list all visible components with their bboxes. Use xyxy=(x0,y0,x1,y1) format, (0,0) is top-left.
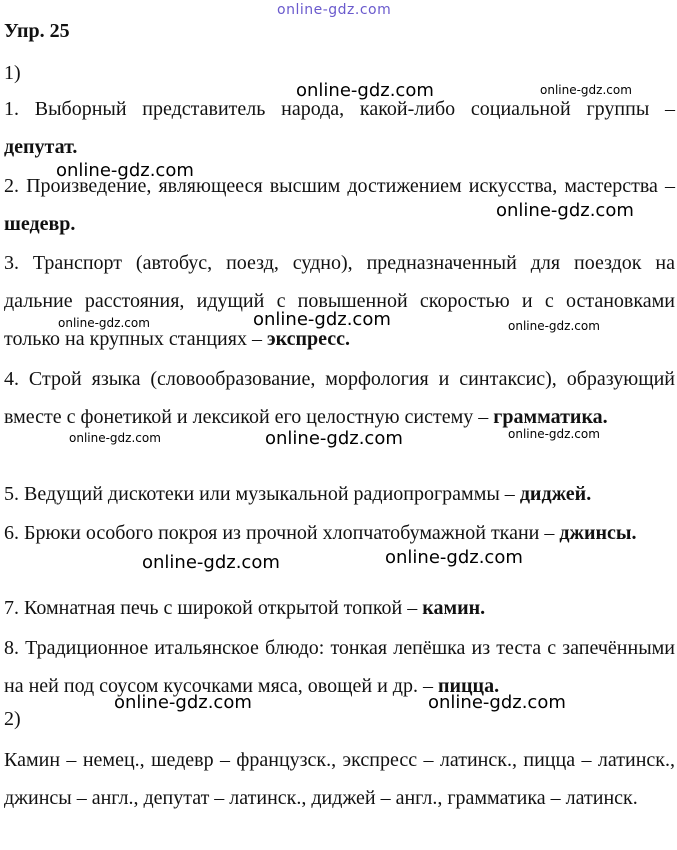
watermark: online-gdz.com xyxy=(58,316,150,330)
watermark: online-gdz.com xyxy=(496,200,634,221)
watermark: online-gdz.com xyxy=(69,431,161,445)
definition-item-4 xyxy=(4,360,675,436)
definition-item-1 xyxy=(4,90,675,166)
watermark: online-gdz.com xyxy=(385,547,523,568)
definition-text: 8. Традиционное итальянское блюдо: тонкая лепёшка из теста с запечёнными на ней под соусом кусочками мяса, овощей и др. – xyxy=(4,637,675,697)
watermark: online-gdz.com xyxy=(428,692,566,713)
definition-text: 5. Ведущий дискотеки или музыкальной радиопрограммы – xyxy=(4,483,520,505)
definition-answer: депутат. xyxy=(4,136,78,158)
definition-text: 6. Брюки особого покроя из прочной хлопчатобумажной ткани – xyxy=(4,522,560,544)
definition-answer: камин. xyxy=(422,597,486,619)
watermark: online-gdz.com xyxy=(265,428,403,449)
definition-text: 1. Выборный представитель народа, какой-либо социальной группы – xyxy=(4,98,675,120)
definition-answer: грамматика. xyxy=(493,406,608,428)
definition-answer: джинсы. xyxy=(559,522,637,544)
definition-item-8 xyxy=(4,629,675,705)
watermark: online-gdz.com xyxy=(142,552,280,573)
watermark: online-gdz.com xyxy=(508,319,600,333)
watermark: online-gdz.com xyxy=(277,2,392,18)
definition-item-5 xyxy=(4,475,675,513)
definition-item-7 xyxy=(4,589,675,627)
part-1-label: 1) xyxy=(4,62,21,84)
definition-text: 3. Транспорт (автобус, поезд, судно), предназначенный для поездок на дальние расстояния, идущий с повышенной скоростью и с остановками только на крупных станциях – xyxy=(4,252,675,350)
definition-text: 2. Произведение, являющееся высшим достижением искусства, мастерства – xyxy=(4,175,675,197)
watermark: online-gdz.com xyxy=(540,83,632,97)
origin-paragraph: Камин – немец., шедевр – французск., экспресс – латинск., пицца – латинск., джинсы – англ., депутат – латинск., диджей – англ., грамматика – латинск. xyxy=(4,749,675,809)
watermark: online-gdz.com xyxy=(114,692,252,713)
definition-item-6 xyxy=(4,514,675,552)
definition-text: 4. Строй языка (словообразование, морфология и синтаксис), образующий вместе с фонетикой и лексикой его целостную систему – xyxy=(4,368,675,428)
definition-answer: пицца. xyxy=(437,675,500,697)
definition-answer: экспресс. xyxy=(266,328,351,350)
definition-item-3 xyxy=(4,244,675,358)
watermark: online-gdz.com xyxy=(56,160,194,181)
definition-text: 7. Комнатная печь с широкой открытой топкой – xyxy=(4,597,423,619)
part-2-label: 2) xyxy=(4,708,21,730)
definition-answer: диджей. xyxy=(519,483,592,505)
watermark: online-gdz.com xyxy=(508,427,600,441)
watermark: online-gdz.com xyxy=(253,309,391,330)
exercise-title: Упр. 25 xyxy=(4,20,70,42)
watermark: online-gdz.com xyxy=(296,80,434,101)
definition-answer: шедевр. xyxy=(4,213,76,235)
